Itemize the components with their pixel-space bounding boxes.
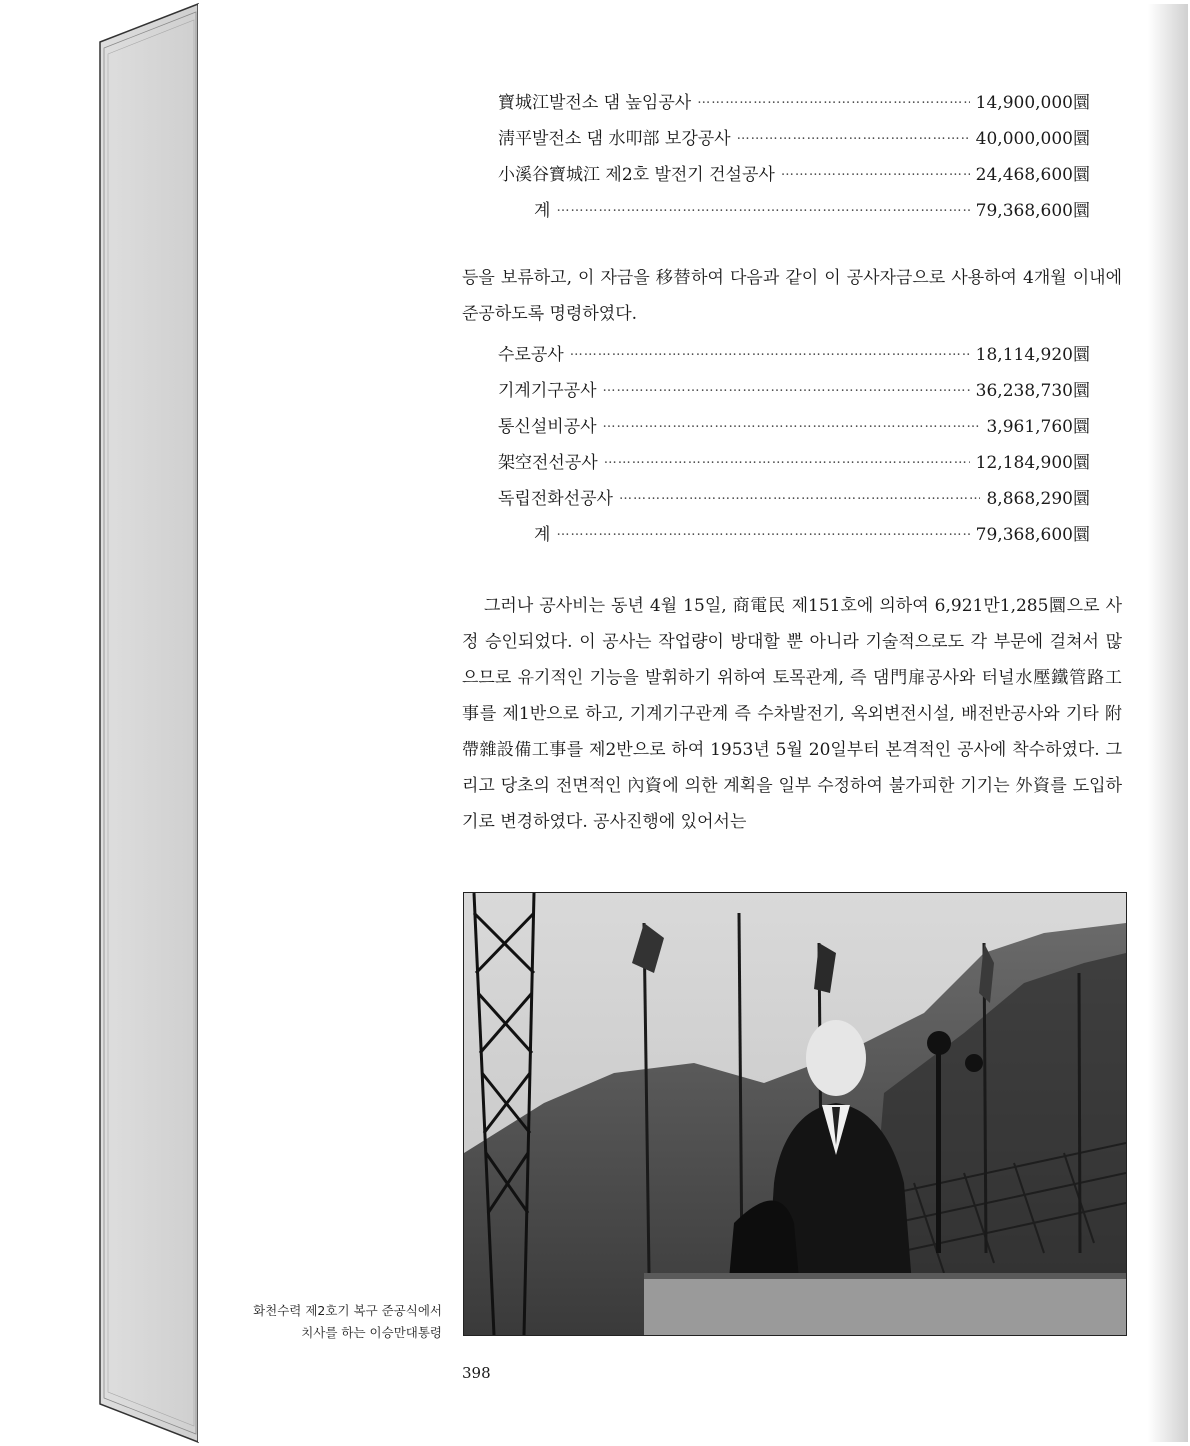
total-label: 계	[534, 524, 551, 545]
item-label: 기계기구공사	[498, 380, 597, 401]
book-page	[198, 4, 1188, 1442]
item-label: 小溪谷寶城江 제2호 발전기 건설공사	[498, 164, 775, 185]
list-item	[498, 370, 1090, 406]
item-amount: 40,000,000圜	[975, 128, 1090, 149]
photo-caption	[238, 1300, 442, 1344]
list-item	[498, 478, 1090, 514]
dot-leader	[697, 90, 969, 110]
dot-leader	[556, 198, 969, 218]
total-amount: 79,368,600圜	[975, 524, 1090, 545]
dot-leader	[556, 522, 969, 542]
ceremony-photo	[463, 892, 1127, 1336]
item-amount: 8,868,290圜	[986, 488, 1090, 509]
item-amount: 3,961,760圜	[986, 416, 1090, 437]
item-label: 수로공사	[498, 344, 564, 365]
cost-list-reserved	[498, 82, 1090, 226]
list-item	[498, 82, 1090, 118]
page-number: 398	[462, 1364, 491, 1382]
total-label: 계	[534, 200, 551, 221]
dot-leader	[570, 342, 970, 362]
page-edge-shadow	[1148, 4, 1188, 1442]
caption-line: 화천수력 제2호기 복구 준공식에서	[253, 1303, 442, 1318]
body-paragraph: 등을 보류하고, 이 자금을 移替하여 다음과 같이 이 공사자금으로 사용하여 4개월 이내에 준공하도록 명령하였다.	[462, 268, 1122, 324]
item-amount: 14,900,000圜	[975, 92, 1090, 113]
cost-list-reallocated	[498, 334, 1090, 550]
list-item	[498, 406, 1090, 442]
item-amount: 24,468,600圜	[975, 164, 1090, 185]
dot-leader	[737, 126, 970, 146]
total-amount: 79,368,600圜	[975, 200, 1090, 221]
list-total-row	[498, 514, 1090, 550]
list-item	[498, 118, 1090, 154]
list-item	[498, 334, 1090, 370]
caption-line: 치사를 하는 이승만대통령	[301, 1325, 442, 1340]
dot-leader	[619, 486, 981, 506]
item-label: 淸平발전소 댐 水叩部 보강공사	[498, 128, 731, 149]
body-paragraph: 그러나 공사비는 동년 4월 15일, 商電民 제151호에 의하여 6,921만1,285圜으로 사정 승인되었다. 이 공사는 작업량이 방대할 뿐 아니라 기술적으로도 각 부문에 걸쳐서 많으므로 유기적인 기능을 발휘하기 위하여 토목관계, 즉 댐門扉공사와 터널水壓鐵管路工事를 제1반으로 하고, 기계기구관계 즉 수차발전기, 옥외변전시설, 배전반공사와 기타 附帶雜設備工事를 제2반으로 하여 1953년 5월 20일부터 본격적인 공사에 착수하였다. 그리고 당초의 전면적인 內資에 의한 계획을 일부 수정하여 불가피한 기기는 外資를 도입하기로 변경하였다. 공사진행에 있어서는	[462, 596, 1122, 832]
dot-leader	[603, 414, 981, 434]
item-amount: 18,114,920圜	[975, 344, 1090, 365]
list-total-row	[498, 190, 1090, 226]
dot-leader	[604, 450, 970, 470]
item-label: 寶城江발전소 댐 높임공사	[498, 92, 692, 113]
dot-leader	[781, 162, 970, 182]
item-amount: 36,238,730圜	[975, 380, 1090, 401]
list-item	[498, 154, 1090, 190]
book-spine-illustration	[0, 0, 200, 1446]
item-label: 架空전선공사	[498, 452, 598, 473]
photo-illustration	[464, 893, 1126, 1335]
item-amount: 12,184,900圜	[975, 452, 1090, 473]
list-item	[498, 442, 1090, 478]
dot-leader	[603, 378, 970, 398]
item-label: 독립전화선공사	[498, 488, 613, 509]
item-label: 통신설비공사	[498, 416, 597, 437]
